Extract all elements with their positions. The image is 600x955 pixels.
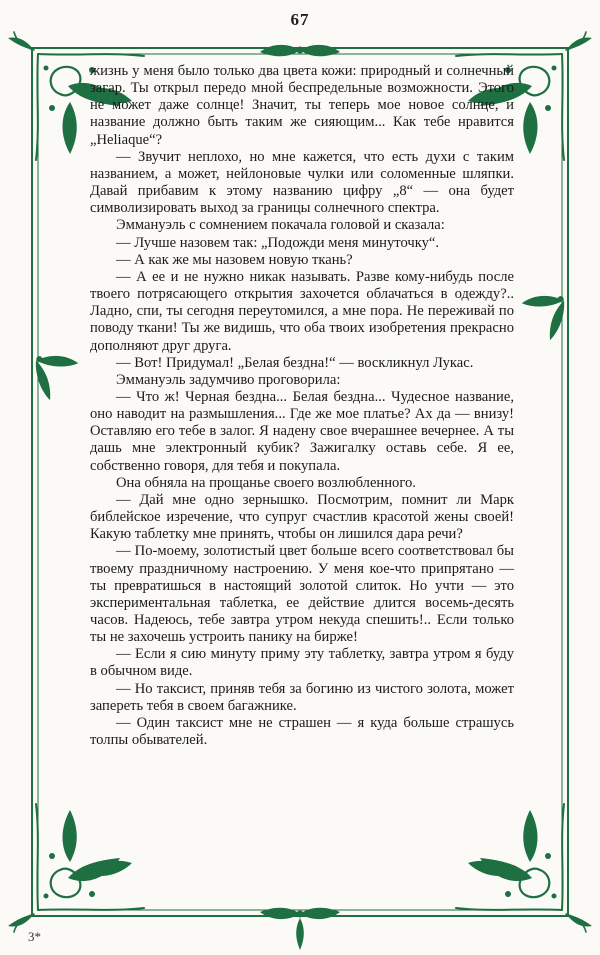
paragraph: — По-моему, золотистый цвет больше всего соответствовал бы твоему праздничному настроению. У меня кое-что припрятано — ты превратишься в настоящий золотой слиток. Но учти — это экспериментальная таблетка, ее действие длится восемь-десять часов. Надеюсь, тебе завтра утром некуда спешить!.. Если только ты не захочешь устроить панику на бирже! — [90, 543, 514, 646]
paragraph: — Вот! Придумал! „Белая бездна!“ — воскликнул Лукас. — [116, 354, 474, 371]
paragraph: — Дай мне одно зернышко. Посмотрим, помнит ли Марк библейское изречение, что супруг счастлив красотой жены своей! Какую таблетку мне принять, чтобы он лишился дара речи? — [90, 491, 514, 543]
paragraph: — Что ж! Черная бездна... Белая бездна... Чудесное название, оно наводит на размышления... Где же мое платье? Ах да — внизу! Оставляю его тебе в залог. Я надену свое вчерашнее вечернее. А ты дашь мне электронный кубик? Зажигалку оставь себе. Я ее, собственно говоря, для тебя и покупала. — [90, 388, 514, 474]
left-edge-leaf-icon — [28, 351, 79, 404]
paragraph: Она обняла на прощанье своего возлюбленного. — [116, 474, 416, 491]
paragraph: — Но таксист, приняв тебя за богиню из чистого золота, может запереть тебя в своем багажнике. — [90, 680, 514, 714]
paragraph: — Если я сию минуту приму эту таблетку, завтра утром я буду в обычном виде. — [90, 646, 514, 680]
signature-mark: 3* — [28, 929, 41, 944]
page-text — [90, 63, 514, 749]
paragraph: — Звучит неплохо, но мне кажется, что есть духи с таким названием, а может, нейлоновые чулки или соломенные шляпки. Давай прибавим к этому названию цифру „8“ — она будет символизировать выход за границы солнечного спектра. — [90, 148, 514, 217]
paragraph: Эммануэль с сомнением покачала головой и сказала: — [116, 217, 445, 234]
paragraph: Эммануэль задумчиво проговорила: — [116, 371, 341, 388]
paragraph: — Лучше назовем так: „Подожди меня минуточку“. — [116, 234, 440, 251]
floral-corner-bottom-left-icon — [8, 804, 144, 932]
paragraph: — А ее и не нужно никак называть. Разве кому-нибудь после твоего потрясающего открытия захочется облачаться в одежду?.. Ладно, спи, ты сегодня переутомился, а мне пора. Не переживай по поводу ткани! Ты же видишь, что оба твоих изобретения прекрасно дополняют друг друга. — [90, 268, 514, 354]
paragraph: — Один таксист мне не страшен — я куда больше страшусь толпы обывателей. — [90, 714, 514, 749]
right-edge-leaf-icon — [521, 291, 572, 344]
paragraph: — А как же мы назовем новую ткань? — [116, 251, 353, 268]
paragraph: жизнь у меня было только два цвета кожи: природный и солнечный загар. Ты открыл передо мной беспредельные возможности. Этого не может даже солнце! Значит, ты теперь мое новое солнце, и название должно быть таким же сияющим... Как тебе нравится „Heliaque“? — [90, 63, 514, 148]
bottom-center-sprig-icon — [260, 908, 340, 950]
page-number: 67 — [290, 10, 310, 29]
floral-corner-bottom-right-icon — [456, 804, 592, 932]
top-center-sprig-icon — [260, 45, 340, 56]
